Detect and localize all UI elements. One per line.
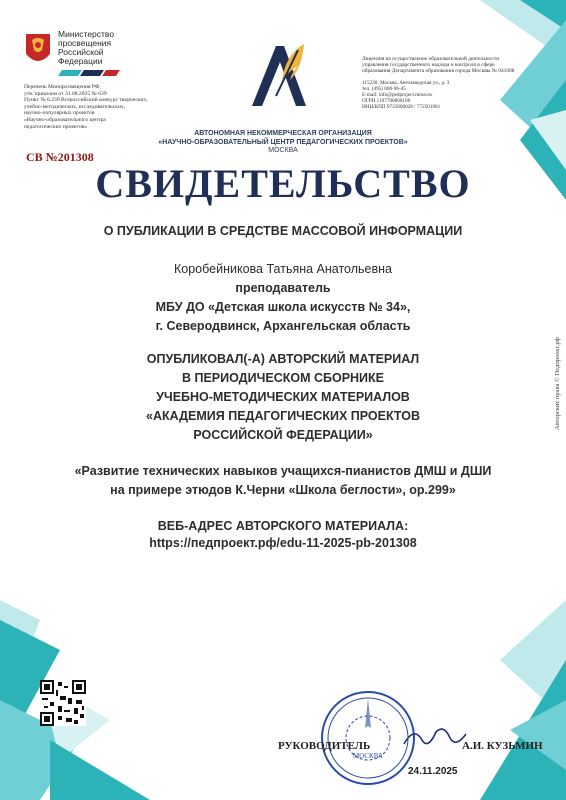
registry-line: Перечень Минпросвещения РФ, (24, 84, 101, 90)
statement-line: «АКАДЕМИЯ ПЕДАГОГИЧЕСКИХ ПРОЕКТОВ (146, 409, 420, 423)
qr-code (40, 680, 86, 726)
statement-line: РОССИЙСКОЙ ФЕДЕРАЦИИ» (193, 428, 373, 442)
work-title (0, 462, 566, 500)
russian-emblem-icon (22, 30, 54, 70)
recipient-name: Коробейникова Татьяна Анатольевна (174, 262, 392, 276)
ministry-name (58, 30, 114, 66)
work-title-line: на примере этюдов К.Черни «Школа беглости», ор.299» (110, 483, 456, 497)
recipient-institution: МБУ ДО «Детская школа искусств № 34», (155, 300, 411, 314)
contact-line: 115230, Москва, Автозаводская ул., д. 3 (362, 80, 450, 86)
signatory-name: А.И. КУЗЬМИН (462, 740, 543, 752)
handwritten-signature (400, 722, 470, 752)
certificate-subtitle: О ПУБЛИКАЦИИ В СРЕДСТВЕ МАССОВОЙ ИНФОРМАЦИИ (103, 224, 463, 238)
contact-line: ОГРН 1197700008198 (362, 98, 411, 104)
contact-line: E-mail: info@pedproject.moscow (362, 92, 433, 98)
recipient-block (0, 260, 566, 336)
statement-line: УЧЕБНО-МЕТОДИЧЕСКИХ МАТЕРИАЛОВ (156, 390, 410, 404)
ministry-line: просвещения (58, 38, 112, 48)
registry-line: учебно-методических, исследовательских, (24, 103, 126, 110)
contact-line: тел. (495) 000-96-45 (362, 86, 406, 92)
registry-line: утв. приказом от 31.08.2025 № 639 (24, 90, 107, 97)
copyright-side-text: Авторские права © Педпроект.рф (554, 337, 561, 430)
issue-date: 24.11.2025 (408, 766, 458, 777)
stamp-city: МОСКВА (353, 752, 383, 760)
publication-statement (0, 350, 566, 445)
signatory-role: РУКОВОДИТЕЛЬ (278, 740, 371, 752)
org-line: АВТОНОМНАЯ НЕКОММЕРЧЕСКАЯ ОРГАНИЗАЦИЯ (194, 130, 372, 137)
registry-line: «Научно-образовательного центра (24, 116, 106, 123)
license-line: образования Департамента образования города Москвы № 041008 (362, 68, 515, 75)
ministry-line: Российской (58, 47, 104, 57)
org-line: «НАУЧНО-ОБРАЗОВАТЕЛЬНЫЙ ЦЕНТР ПЕДАГОГИЧЕСКИХ ПРОЕКТОВ» (158, 138, 408, 146)
registry-info (24, 84, 174, 130)
organization-logo (246, 40, 316, 112)
contact-line: ИНН/КПП 9725000028 / 772501001 (362, 104, 441, 110)
ministry-line: Федерации (58, 56, 103, 66)
material-url[interactable]: https://педпроект.рф/edu-11-2025-pb-201308 (149, 536, 417, 550)
url-label: ВЕБ-АДРЕС АВТОРСКОГО МАТЕРИАЛА: (157, 519, 409, 533)
registry-line: педагогических проектов» (24, 123, 88, 130)
license-info (362, 56, 532, 75)
certificate-title: СВИДЕТЕЛЬСТВО (95, 161, 471, 206)
ministry-stripes (58, 68, 120, 78)
contact-info (362, 80, 522, 110)
statement-line: ОПУБЛИКОВАЛ(-А) АВТОРСКИЙ МАТЕРИАЛ (146, 352, 420, 366)
work-title-line: «Развитие технических навыков учащихся-пианистов ДМШ и ДШИ (74, 464, 492, 478)
org-city: МОСКВА (268, 147, 298, 154)
recipient-city: г. Северодвинск, Архангельская область (155, 319, 411, 333)
ministry-line: Министерство (58, 29, 115, 39)
statement-line: В ПЕРИОДИЧЕСКОМ СБОРНИКЕ (181, 371, 385, 385)
certificate-number: СВ №201308 (26, 150, 94, 164)
license-line: управления государственного надзора и контроля в сфере (362, 62, 495, 69)
registry-line: Пункт № 6.239 Всероссийский конкурс творческих, (24, 97, 148, 104)
registry-line: научно-популярных проектов (24, 110, 95, 117)
license-line: Лицензия на осуществление образовательной деятельности (362, 56, 500, 62)
recipient-position: преподаватель (235, 281, 331, 295)
